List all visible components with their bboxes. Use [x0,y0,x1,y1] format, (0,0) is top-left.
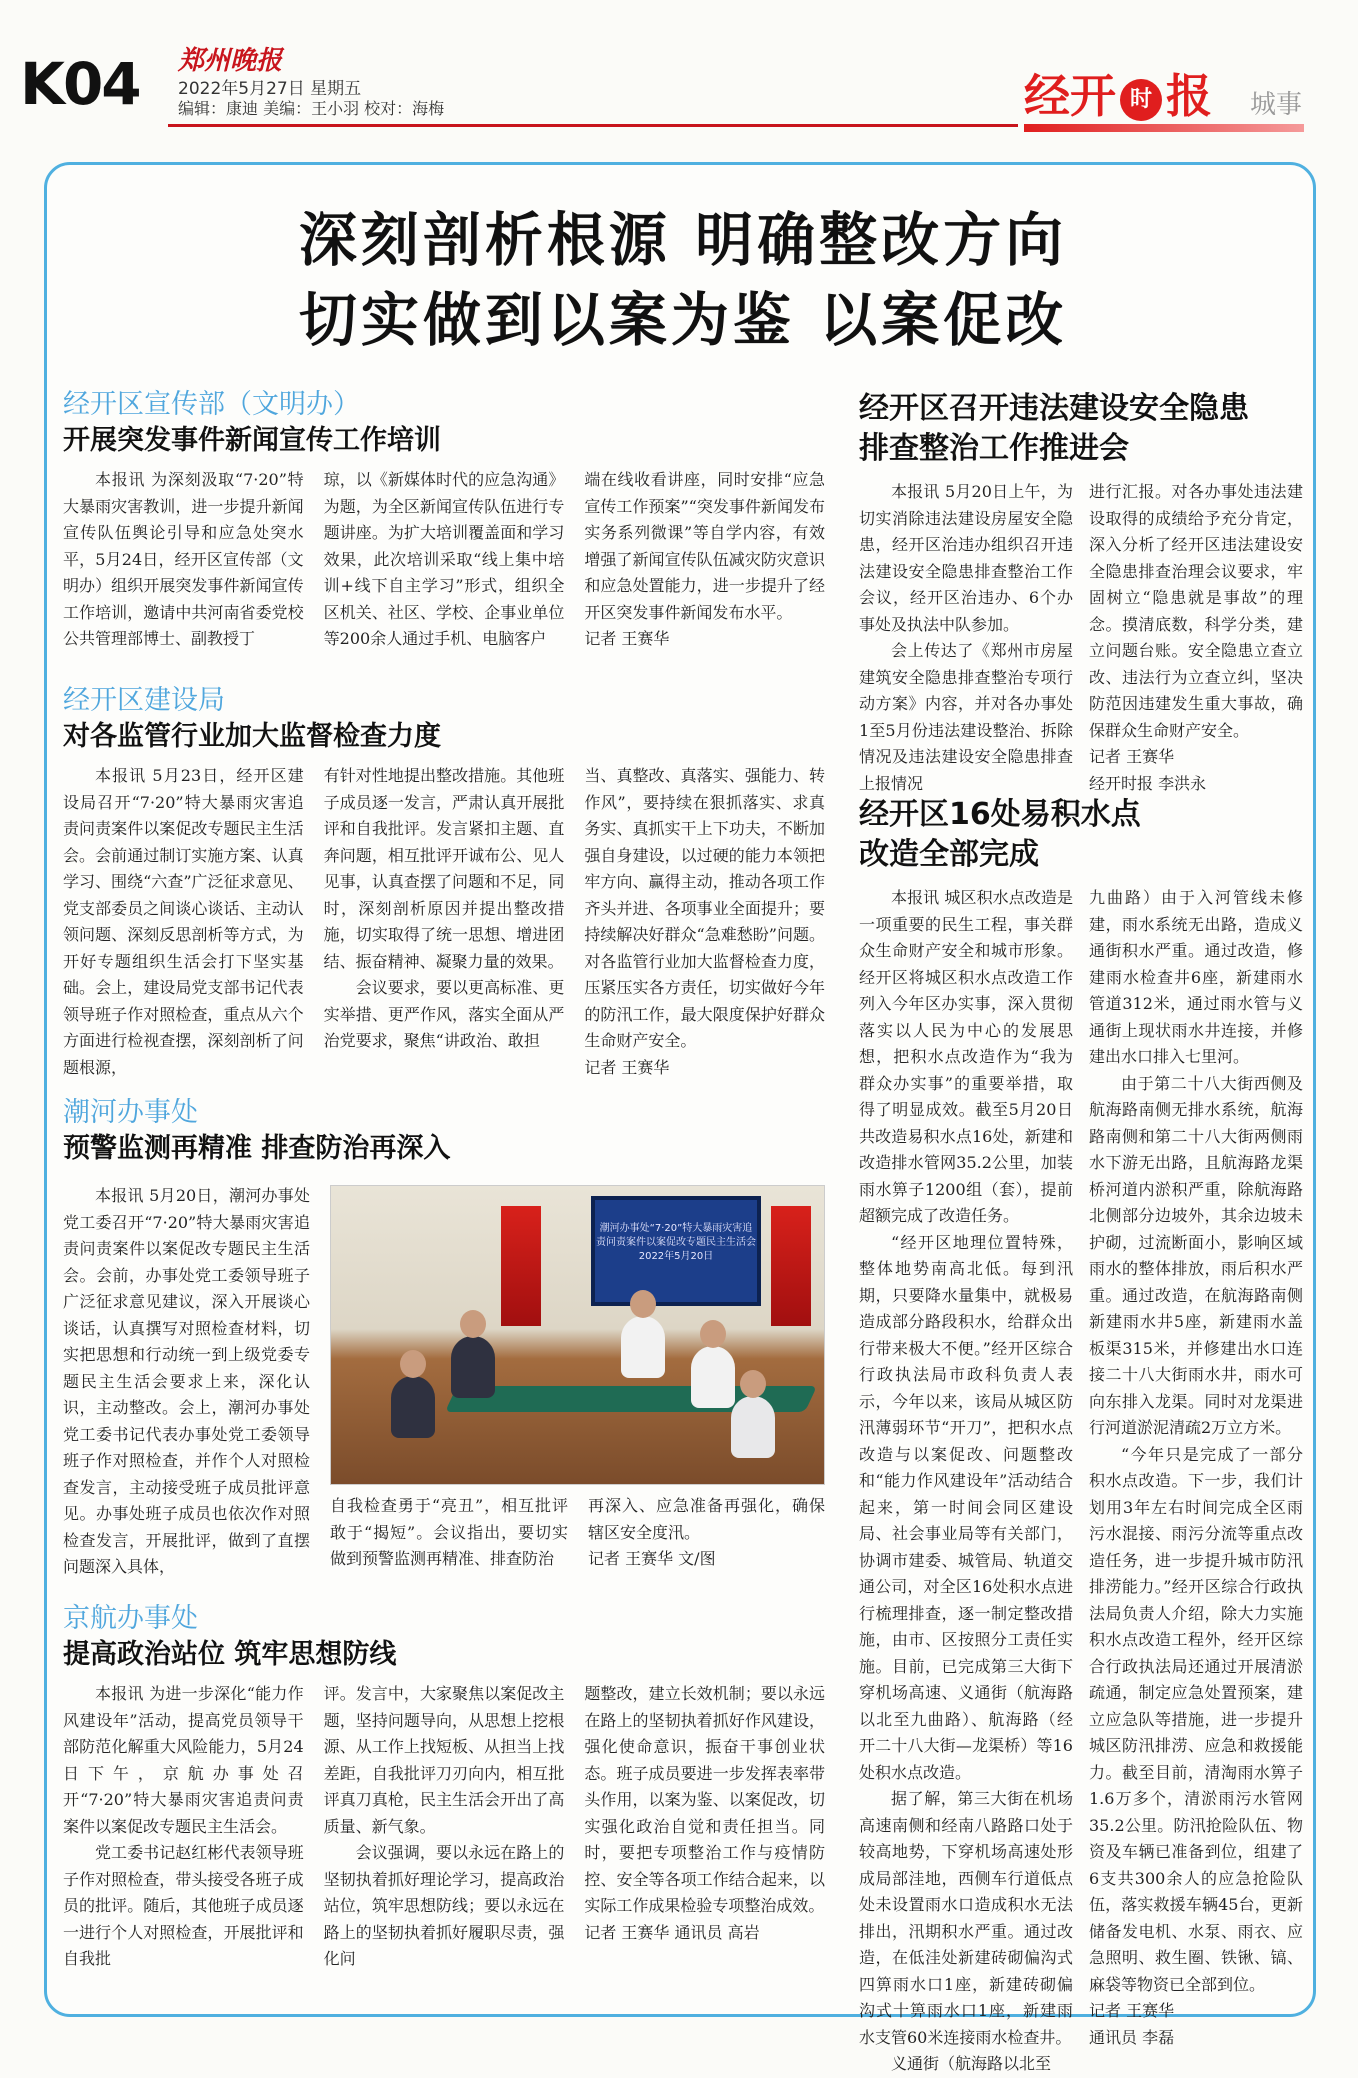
byline: 记者 王赛华 [584,1057,670,1077]
attendee [391,1376,435,1438]
article-title-line2: 改造全部完成 [859,837,1039,872]
article-body: 有针对性地提出整改措施。其他班子成员逐一发言，严肃认真开展批评和自我批评。发言紧扣主题、直奔问题，相互批评开诚布公、见人见事，认真查摆了问题和不足，同时，深刻剖析原因并提出整改措施，切实取得了统一思想、增进团结、振奋精神、凝聚力量的效果。 [323,766,565,971]
article-title: 开展突发事件新闻宣传工作培训 [63,425,441,456]
article-department: 京航办事处 [63,1603,198,1634]
article-body: 九曲路）由于入河管线未修建，雨水系统无出路，造成义通街积水严重。通过改造，修建雨水检查井6座，新建雨水管道312米，通过雨水管与义通街上现状雨水井连接，并修建出水口排入七里河。 [1089,888,1303,1066]
attendee [731,1396,775,1458]
screen-date: 2022年5月20日 [638,1251,714,1262]
article-body: 会议强调，要以永远在路上的坚韧执着抓好理论学习，提高政治站位，筑牢思想防线；要以永远在路上的坚韧执着抓好履职尽责，强化问 [323,1843,565,1968]
section-logo [1024,60,1212,126]
article-jinghang-office [63,1601,825,1973]
article-body: 本报讯 为进一步深化“能力作风建设年”活动，提高党员领导干部防范化解重大风险能力，5月24日下午，京航办事处召开“7·20”特大暴雨灾害追责问责案件以案促改专题民主生活会。 [63,1684,304,1836]
article-title-line1: 经开区16处易积水点 [859,797,1141,832]
byline: 通讯员 李磊 [1089,2027,1175,2047]
article-department: 经开区建设局 [63,685,225,716]
attendee [691,1346,735,1408]
article-body: 题整改，建立长效机制；要以永远在路上的坚韧执着抓好作风建设，强化使命意识，振奋干事创业状态。班子成员要进一步发挥表率带头作用，以案为鉴、以案促改，切实强化政治自觉和责任担当。同时，要把专项整治工作与疫情防控、安全等各项工作结合起来，以实际工作成果检验专项整治成效。 [584,1684,826,1915]
masthead [0,0,1358,140]
section-logo-right: 报 [1166,69,1212,123]
article-title-line1: 经开区召开违法建设安全隐患 [859,391,1249,426]
article-body: 本报讯 为深刻汲取“7·20”特大暴雨灾害教训，进一步提升新闻宣传队伍舆论引导和应急处突水平，5月24日，经开区宣传部（文明办）组织开展突发事件新闻宣传工作培训，邀请中共河南省委党校公共管理部博士、副教授丁 [63,470,304,648]
article-body: 义通街（航海路以北至 [891,2054,1052,2073]
flag-right [771,1206,811,1326]
main-headline-line2: 切实做到以案为鉴 以案促改 [298,286,1068,354]
article-body: “今年只是完成了一部分积水点改造。下一步，我们计划用3年左右时间完成全区雨污水混接、雨污分流等重点改造任务，进一步提升城市防汛排涝能力。”经开区综合行政执法局负责人介绍，除大力实施积水点改造工程外，经开区综合行政执法局还通过开展清淤疏通，制定应急处置预案，建立应急队等措施，进一步提升城区防汛排涝、应急和救援能力。截至目前，清淘雨水箅子1.6万多个，清淤雨污水管网35.2公里。防汛抢险队伍、物资及车辆已准备到位，组建了6支共300余人的应急抢险队伍，落实救援车辆45台，更新储备发电机、水泵、雨衣、应急照明、救生圈、铁锹、镐、麻袋等物资已全部到位。 [1089,1444,1303,1994]
attendee-head [460,1310,486,1338]
article-body: 当、真整改、真落实、强能力、转作风”，要持续在狠抓落实、求真务实、真抓实干上下功夫，不断加强自身建设，以过硬的能力本领把牢方向、赢得主动，推动各项工作齐头并进、各项事业全面提升；要持续解决好群众“急难愁盼”问题。对各监管行业加大监督检查力度，压紧压实各方责任，切实做好今年的防汛工作，最大限度保护好群众生命财产安全。 [584,766,826,1050]
section-logo-left: 经开 [1024,69,1116,123]
attendee [621,1316,665,1378]
article-body: 本报讯 城区积水点改造是一项重要的民生工程，事关群众生命财产安全和城市形象。经开区将城区积水点改造工作列入今年区办实事，深入贯彻落实以人民为中心的发展思想，把积水点改造作为“我为群众办实事”的重要举措，取得了明显成效。截至5月20日共改造易积水点16处，新建和改造排水管网35.2公里，加装雨水箅子1200组（套），提前超额完成了改造任务。 [859,888,1073,1225]
article-body: 端在线收看讲座，同时安排“应急宣传工作预案”“突发事件新闻发布实务系列微课”等自学内容，有效增强了新闻宣传队伍减灾防灾意识和应急处置能力，进一步提升了经开区突发事件新闻发布水平。 [584,470,826,622]
attendee-head [700,1320,726,1348]
attendee-head [400,1350,426,1378]
byline: 记者 王赛华 [584,629,670,648]
article-waterlogging [859,795,1303,2078]
article-department: 经开区宣传部（文明办） [63,389,360,420]
article-body: 自我检查勇于“亮丑”，相互批评敢于“揭短”。会议指出，要切实做到预警监测再精准、排查防治 [330,1496,568,1568]
section-logo-mid: 时 [1120,79,1162,121]
article-illegal-building [859,389,1303,797]
article-department: 潮河办事处 [63,1097,198,1128]
meeting-photo [330,1185,825,1485]
article-title-line2: 排查整治工作推进会 [859,431,1129,466]
article-title: 预警监测再精准 排查防治再深入 [63,1133,451,1164]
article-title: 提高政治站位 筑牢思想防线 [63,1639,397,1670]
newspaper-logo: 郑州晚报 [178,46,283,76]
article-body: 本报讯 5月20日，潮河办事处党工委召开“7·20”特大暴雨灾害追责问责案件以案促改专题民主生活会。会前，办事处党工委领导班子广泛征求意见建议，深入开展谈心谈话，认真撰写对照检查材料，切实把思想和行动统一到上级党委专题民主生活会要求上来，深化认识，主动整改。会上，潮河办事处党工委书记代表办事处党工委领导班子作对照检查，并作个人对照检查发言，主动接受班子成员批评意见。办事处班子成员也依次作对照检查发言，开展批评，做到了直摆问题深入具体， [63,1186,310,1576]
attendee-head [740,1370,766,1398]
byline: 记者 王赛华 [1089,747,1175,766]
attendee [451,1336,495,1398]
article-body: 由于第二十八大街西侧及航海路南侧无排水系统，航海路南侧和第二十八大街两侧雨水下游无出路，且航海路龙渠桥河道内淤积严重，除航海路北侧部分边坡外，其余边坡未护砌，过流断面小，影响区域雨水的整体排放，雨后积水严重。通过改造，在航海路南侧新建雨水井5座，新建雨水盖板渠315米，并修建出水口连接二十八大街雨水井，雨水可向东排入龙渠。同时对龙渠进行河道淤泥清疏2万立方米。 [1089,1073,1303,1437]
screen-text: 潮河办事处“7·20”特大暴雨灾害追责问责案件以案促改专题民主生活会 [596,1223,756,1248]
header-divider [168,124,1018,127]
article-publicity-training [63,387,825,653]
byline: 记者 王赛华 通讯员 高岩 [584,1922,760,1942]
article-body: 会上传达了《郑州市房屋建筑安全隐患排查整治专项行动方案》内容，并对各办事处1至5月份违法建设整治、拆除情况及违法建设安全隐患排查上报情况 [859,641,1073,793]
article-body: 党工委书记赵红彬代表领导班子作对照检查，带头接受各班子成员的批评。随后，其他班子成员逐一进行个人对照检查，开展批评和自我批 [63,1843,304,1968]
article-body: “经开区地理位置特殊，整体地势南高北低。每到汛期，只要降水量集中，就极易造成部分路段积水，给群众出行带来极大不便。”经开区综合行政执法局市政科负责人表示，今年以来，该局从城区防汛薄弱环节“开刀”，把积水点改造与以案促改、问题整改和“能力作风建设年”活动结合起来，第一时间会同区建设局、社会事业局等有关部门，协调市建委、城管局、轨道交通公司，对全区16处积水点进行梳理排查，逐一制定整改措施，由市、区按照分工责任实施。目前，已完成第三大街下穿机场高速、义通街（航海路以北至九曲路）、航海路（经开二十八大街—龙渠桥）等16处积水点改造。 [859,1232,1073,1782]
article-body: 会议要求，要以更高标准、更实举措、更严作风，落实全面从严治党要求，聚焦“讲政治、敢担 [323,978,565,1050]
flag-left [501,1206,541,1326]
article-body: 本报讯 5月20日上午，为切实消除违法建设房屋安全隐患，经开区治违办组织召开违法建设安全隐患排查整治工作会议，经开区治违办、6个办事处及执法中队参加。 [859,482,1073,634]
article-body: 评。发言中，大家聚焦以案促改主题，坚持问题导向，从思想上挖根源、从工作上找短板、从担当上找差距，自我批评刀刃向内，相互批评真刀真枪，民主生活会开出了高质量、新气象。 [323,1684,565,1836]
article-body: 据了解，第三大街在机场高速南侧和经南八路路口处于较高地势，下穿机场高速处形成局部洼地，西侧车行道低点处未设置雨水口造成积水无法排出，汛期积水严重。通过改造，在低洼处新建砖砌偏沟式四箅雨水口1座，新建砖砌偏沟式十箅雨水口1座，新建雨水支管60米连接雨水检查井。 [859,1789,1073,2047]
byline: 记者 王赛华 文/图 [588,1549,716,1568]
byline: 经开时报 李洪永 [1089,773,1207,793]
section-name: 城事 [1250,90,1303,120]
projection-screen [591,1196,761,1306]
issue-date: 2022年5月27日 星期五 [178,79,362,99]
editor-credits: 编辑：康迪 美编：王小羽 校对：海梅 [178,99,445,118]
article-title: 对各监管行业加大监督检查力度 [63,721,441,752]
article-body: 进行汇报。对各办事处违法建设取得的成绩给予充分肯定，深入分析了经开区违法建设安全隐患排查治理会议要求，牢固树立“隐患就是事故”的理念。摸清底数，科学分类，建立问题台账。安全隐患立查立改、违法行为立查立纠，坚决防范因违建发生重大事故，确保群众生命财产安全。 [1089,482,1303,740]
byline: 记者 王赛华 [1089,2001,1175,2020]
feature-panel [44,162,1316,2073]
section-logo-bar [1024,124,1304,132]
page-number: K04 [20,50,140,118]
main-headline-line1: 深刻剖析根源 明确整改方向 [298,206,1068,274]
article-body: 琼，以《新媒体时代的应急沟通》为题，为全区新闻宣传队伍进行专题讲座。为扩大培训覆盖面和学习效果，此次培训采取“线上集中培训+线下自主学习”形式，组织全区机关、社区、学校、企事业单位等200余人通过手机、电脑客户 [323,470,565,648]
attendee-head [630,1290,656,1318]
article-body: 本报讯 5月23日，经开区建设局召开“7·20”特大暴雨灾害追责问责案件以案促改专题民主生活会。会前通过制订实施方案、认真学习、围绕“六查”广泛征求意见、党支部委员之间谈心谈话、主动认领问题、深刻反思剖析等方式，为开好专题组织生活会打下坚实基础。会上，建设局党支部书记代表领导班子作对照检查，重点从六个方面进行检视查摆，深刻剖析了问题根源， [63,766,304,1077]
article-construction-bureau [63,683,825,1081]
article-body: 再深入、应急准备再强化，确保辖区安全度汛。 [588,1496,825,1542]
article-chaohe-office [63,1095,825,1576]
